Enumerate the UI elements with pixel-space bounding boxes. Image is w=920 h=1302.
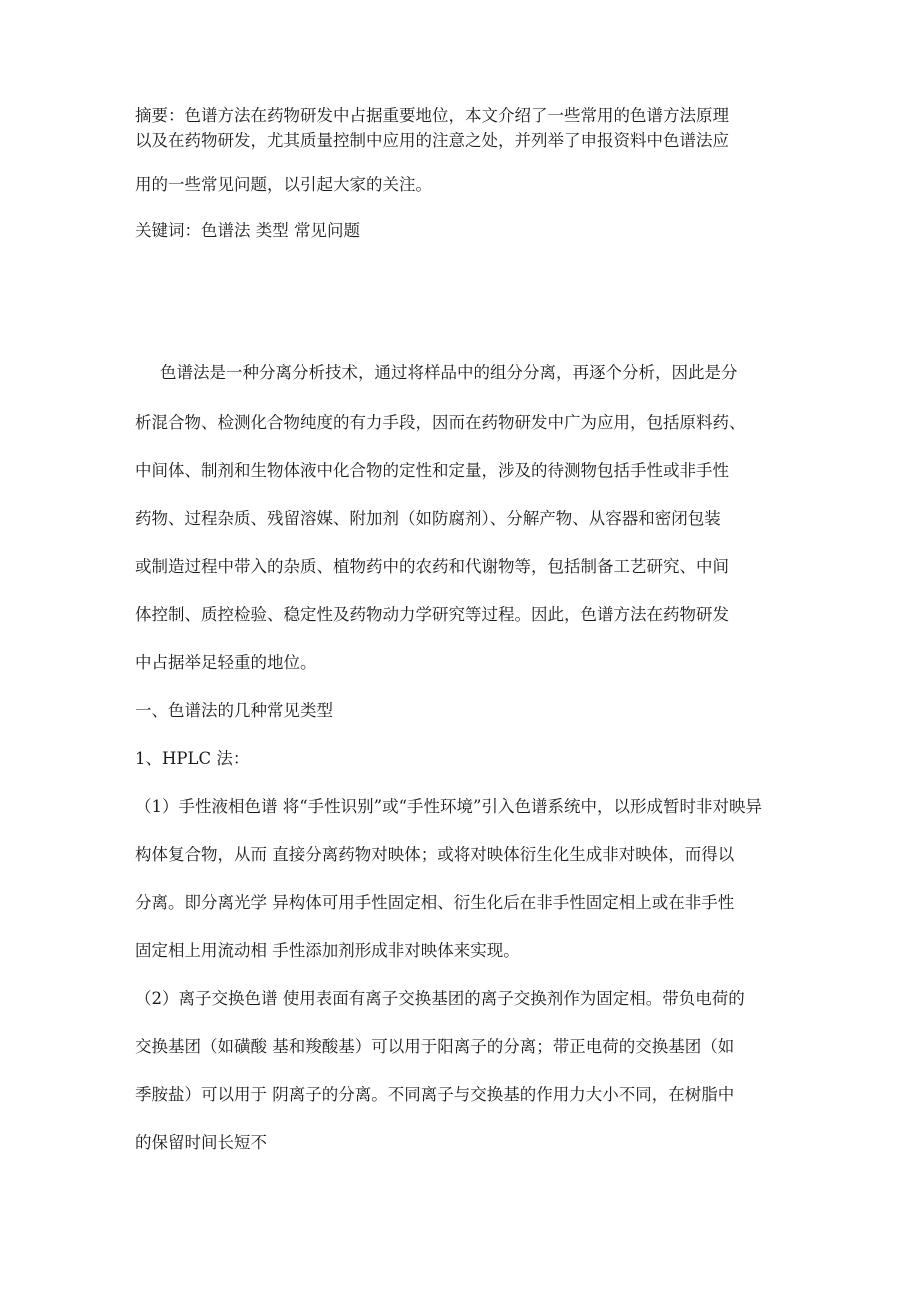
abstract-line: 摘要：色谱方法在药物研发中占据重要地位，本文介绍了一些常用的色谱方法原理	[135, 106, 729, 125]
intro-line: 中间体、制剂和生物体液中化合物的定性和定量，涉及的待测物包括手性或非手性	[135, 461, 729, 480]
item1-line: 分离。即分离光学 异构体可用手性固定相、衍生化后在非手性固定相上或在非手性	[135, 893, 735, 912]
intro-line: 析混合物、检测化合物纯度的有力手段，因而在药物研发中广为应用，包括原料药、	[135, 413, 746, 432]
intro-line: 中占据举足轻重的地位。	[135, 653, 317, 672]
intro-line: 体控制、质控检验、稳定性及药物动力学研究等过程。因此，色谱方法在药物研发	[135, 605, 729, 624]
intro-line: 药物、过程杂质、残留溶媒、附加剂（如防腐剂）、分解产物、从容器和密闭包装	[135, 509, 721, 528]
intro-line: 色谱法是一种分离分析技术，通过将样品中的组分分离，再逐个分析，因此是分	[160, 363, 738, 382]
abstract-line: 用的一些常见问题，以引起大家的关注。	[135, 175, 432, 194]
item2-line: 交换基团（如磺酸 基和羧酸基）可以用于阳离子的分离；带正电荷的交换基团（如	[135, 1037, 735, 1056]
item2-line: 的保留时间长短不	[135, 1133, 267, 1152]
item1-line: 固定相上用流动相 手性添加剂形成非对映体来实现。	[135, 941, 520, 960]
intro-line: 或制造过程中带入的杂质、植物药中的农药和代谢物等，包括制备工艺研究、中间	[135, 557, 729, 576]
subsection-heading: 1、HPLC 法：	[135, 749, 250, 768]
abstract-line: 以及在药物研发，尤其质量控制中应用的注意之处，并列举了申报资料中色谱法应	[135, 131, 729, 150]
item2-line: （2）离子交换色谱 使用表面有离子交换基团的离子交换剂作为固定相。带负电荷的	[135, 989, 745, 1008]
item1-line: 构体复合物，从而 直接分离药物对映体；或将对映体衍生化生成非对映体，而得以	[135, 845, 735, 864]
section-heading: 一、色谱法的几种常见类型	[135, 701, 333, 720]
item1-line: （1）手性液相色谱 将“手性识别”或“手性环境”引入色谱系统中，以形成暂时非对映异	[135, 797, 762, 816]
item2-line: 季胺盐）可以用于 阴离子的分离。不同离子与交换基的作用力大小不同，在树脂中	[135, 1085, 735, 1104]
keywords: 关键词：色谱法 类型 常见问题	[135, 221, 360, 240]
